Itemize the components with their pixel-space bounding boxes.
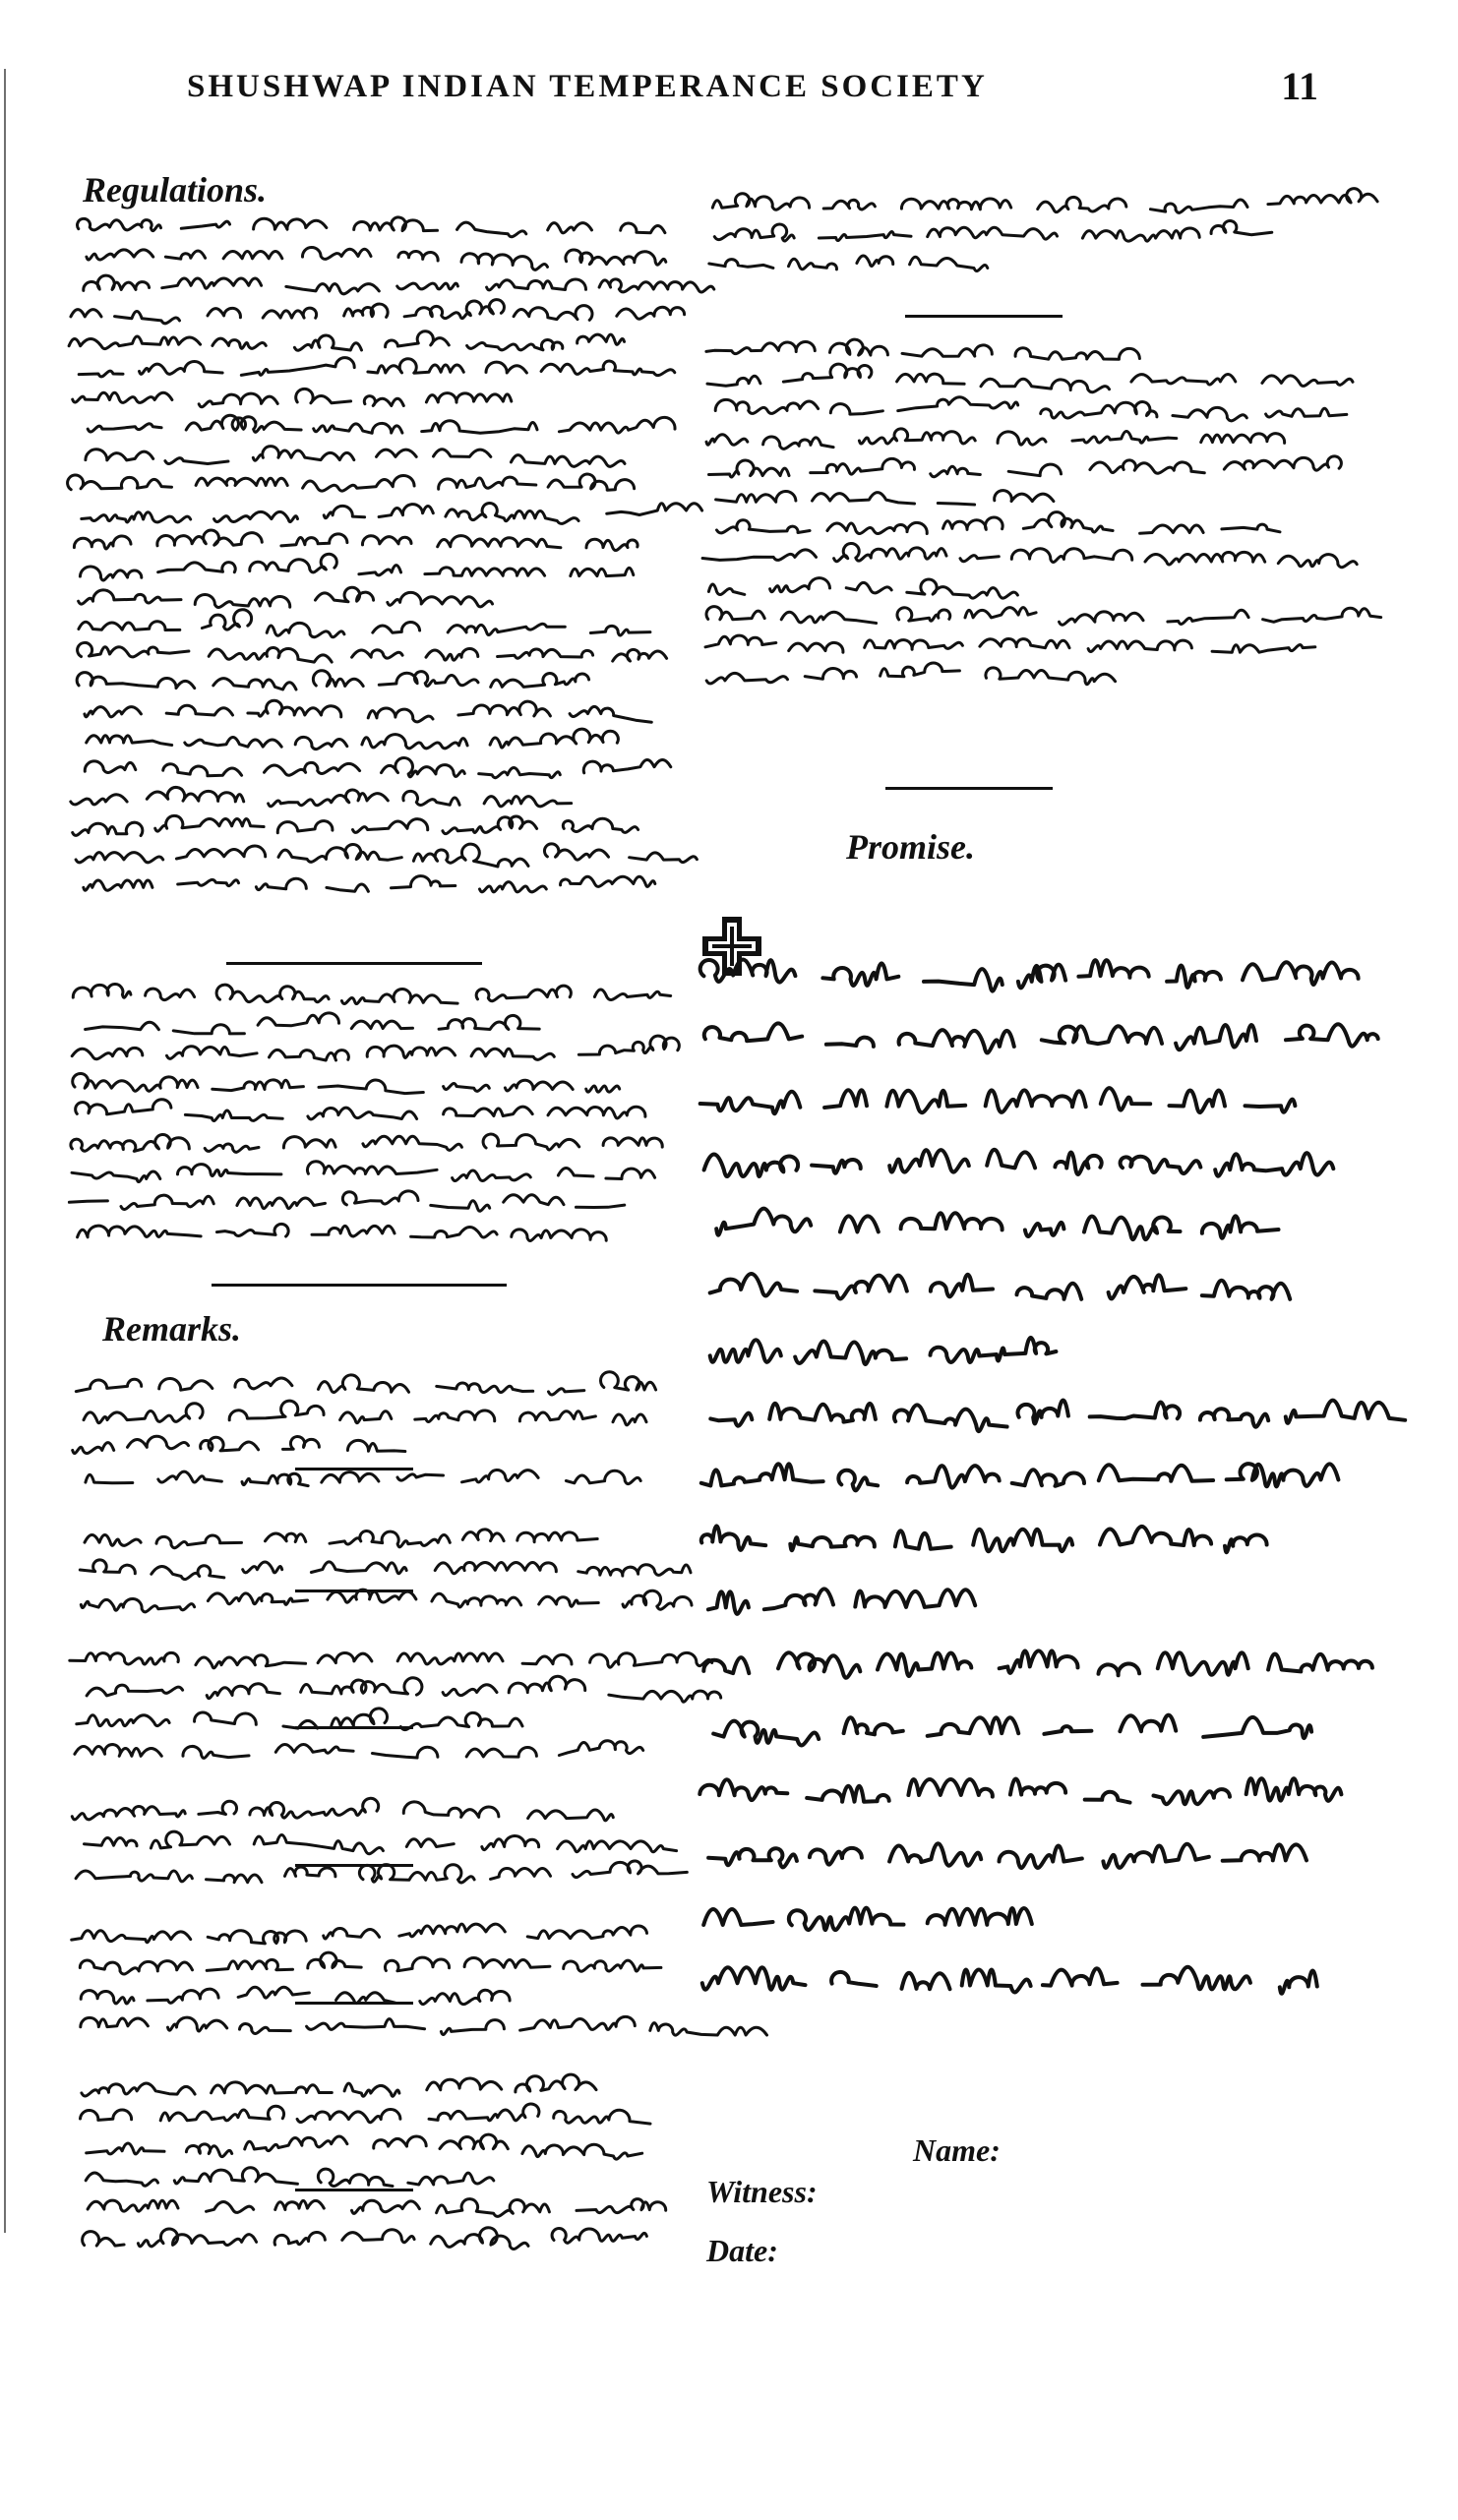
shorthand-line	[86, 1470, 640, 1486]
shorthand-line	[709, 456, 1342, 477]
shorthand-line	[76, 844, 697, 867]
shorthand-line	[73, 815, 638, 835]
shorthand-line	[708, 1589, 975, 1613]
shorthand-line	[68, 474, 635, 491]
shorthand-line	[699, 1778, 1341, 1804]
shorthand-line	[69, 331, 624, 350]
shorthand-line	[710, 1401, 1405, 1432]
shorthand-line	[86, 1013, 540, 1034]
shorthand-line	[83, 2228, 647, 2250]
shorthand-line	[85, 758, 671, 778]
running-title: SHUSHWAP INDIAN TEMPERANCE SOCIETY	[187, 69, 988, 104]
shorthand-line	[84, 275, 714, 294]
shorthand-line	[706, 663, 1115, 685]
shorthand-line	[75, 1741, 643, 1759]
remarks-heading: Remarks.	[102, 1309, 242, 1349]
promise-shorthand-text	[689, 910, 1318, 2134]
shorthand-line	[74, 530, 638, 550]
regulations-heading: Regulations.	[83, 170, 268, 210]
shorthand-line	[705, 635, 1315, 652]
shorthand-line	[84, 1401, 646, 1425]
date-label: Date:	[706, 2233, 778, 2268]
running-header	[187, 64, 1318, 108]
shorthand-line	[77, 671, 588, 690]
shorthand-line	[700, 1088, 1296, 1113]
section-divider	[226, 962, 482, 965]
shorthand-line	[714, 220, 1272, 241]
shorthand-line	[85, 1530, 597, 1548]
shorthand-line	[710, 1338, 1057, 1364]
shorthand-line	[69, 1191, 624, 1211]
shorthand-line	[87, 729, 619, 749]
shorthand-line	[84, 876, 655, 892]
shorthand-line	[82, 504, 702, 524]
section-divider	[295, 1468, 413, 1470]
shorthand-line	[709, 256, 988, 271]
shorthand-line	[706, 607, 1381, 626]
shorthand-line	[708, 578, 1017, 599]
shorthand-line	[82, 2074, 596, 2096]
section-divider	[295, 2189, 413, 2191]
shorthand-line	[76, 1372, 655, 1395]
shorthand-line	[81, 1590, 692, 1612]
section-divider	[295, 2002, 413, 2005]
shorthand-line	[78, 1224, 607, 1240]
shorthand-line	[701, 1464, 1339, 1490]
shorthand-line	[78, 642, 667, 662]
shorthand-line	[87, 1676, 721, 1702]
section-divider	[295, 1864, 413, 1867]
section-divider	[905, 315, 1063, 318]
regulations-questions-shorthand	[59, 979, 669, 1274]
shorthand-line	[71, 787, 572, 806]
right-column-shorthand-text	[689, 187, 1318, 777]
shorthand-line	[70, 1652, 712, 1667]
shorthand-line	[703, 1908, 1032, 1930]
shorthand-line	[73, 389, 512, 406]
section-divider	[885, 787, 1053, 790]
shorthand-line	[88, 415, 675, 433]
shorthand-line	[76, 1100, 645, 1121]
shorthand-line	[713, 1715, 1311, 1746]
shorthand-line	[708, 1843, 1306, 1868]
shorthand-line	[80, 554, 633, 580]
shorthand-line	[706, 339, 1140, 359]
shorthand-line	[707, 364, 1353, 392]
shorthand-line	[72, 1036, 679, 1060]
shorthand-line	[72, 1798, 613, 1821]
name-label: Name:	[913, 2132, 1001, 2168]
shorthand-line	[80, 1560, 691, 1580]
shorthand-line	[73, 1074, 620, 1094]
shorthand-line	[79, 587, 493, 607]
shorthand-line	[706, 429, 1285, 449]
shorthand-line	[87, 2134, 642, 2159]
shorthand-line	[78, 217, 665, 237]
shorthand-line	[703, 1650, 1372, 1677]
shorthand-line	[81, 2104, 650, 2124]
shorthand-line	[71, 1134, 662, 1152]
shorthand-line	[86, 447, 625, 467]
shorthand-line	[81, 2016, 767, 2035]
shorthand-line	[73, 1436, 405, 1453]
shorthand-line	[88, 2199, 666, 2217]
shorthand-line	[704, 1150, 1334, 1176]
shorthand-line	[73, 985, 670, 1004]
shorthand-line	[702, 1967, 1317, 1994]
shorthand-line	[701, 1526, 1267, 1552]
shorthand-line	[712, 189, 1377, 213]
regulations-shorthand-text	[59, 211, 669, 939]
shorthand-line	[85, 1831, 677, 1854]
shorthand-line	[717, 512, 1281, 534]
section-divider	[295, 1590, 413, 1592]
shorthand-line	[716, 491, 1054, 505]
promise-heading: Promise.	[846, 827, 975, 867]
section-divider	[295, 1726, 413, 1729]
shorthand-line	[716, 1209, 1278, 1239]
shorthand-line	[79, 358, 675, 377]
shorthand-line	[710, 1274, 1290, 1299]
shorthand-line	[85, 700, 651, 722]
section-divider	[212, 1284, 507, 1287]
shorthand-line	[702, 544, 1357, 568]
remarks-shorthand-text	[59, 1350, 669, 2274]
shorthand-line	[87, 247, 666, 270]
shorthand-line	[72, 1162, 655, 1182]
page-number: 11	[1281, 64, 1318, 108]
shorthand-line	[700, 960, 1359, 991]
shorthand-line	[72, 1924, 647, 1944]
shorthand-line	[71, 300, 685, 324]
page-binding-edge	[4, 69, 6, 2233]
witness-label: Witness:	[706, 2174, 818, 2209]
shorthand-line	[80, 1952, 661, 1974]
shorthand-line	[79, 610, 650, 637]
shorthand-line	[86, 2168, 494, 2187]
shorthand-line	[704, 1023, 1378, 1052]
shorthand-line	[715, 397, 1347, 421]
